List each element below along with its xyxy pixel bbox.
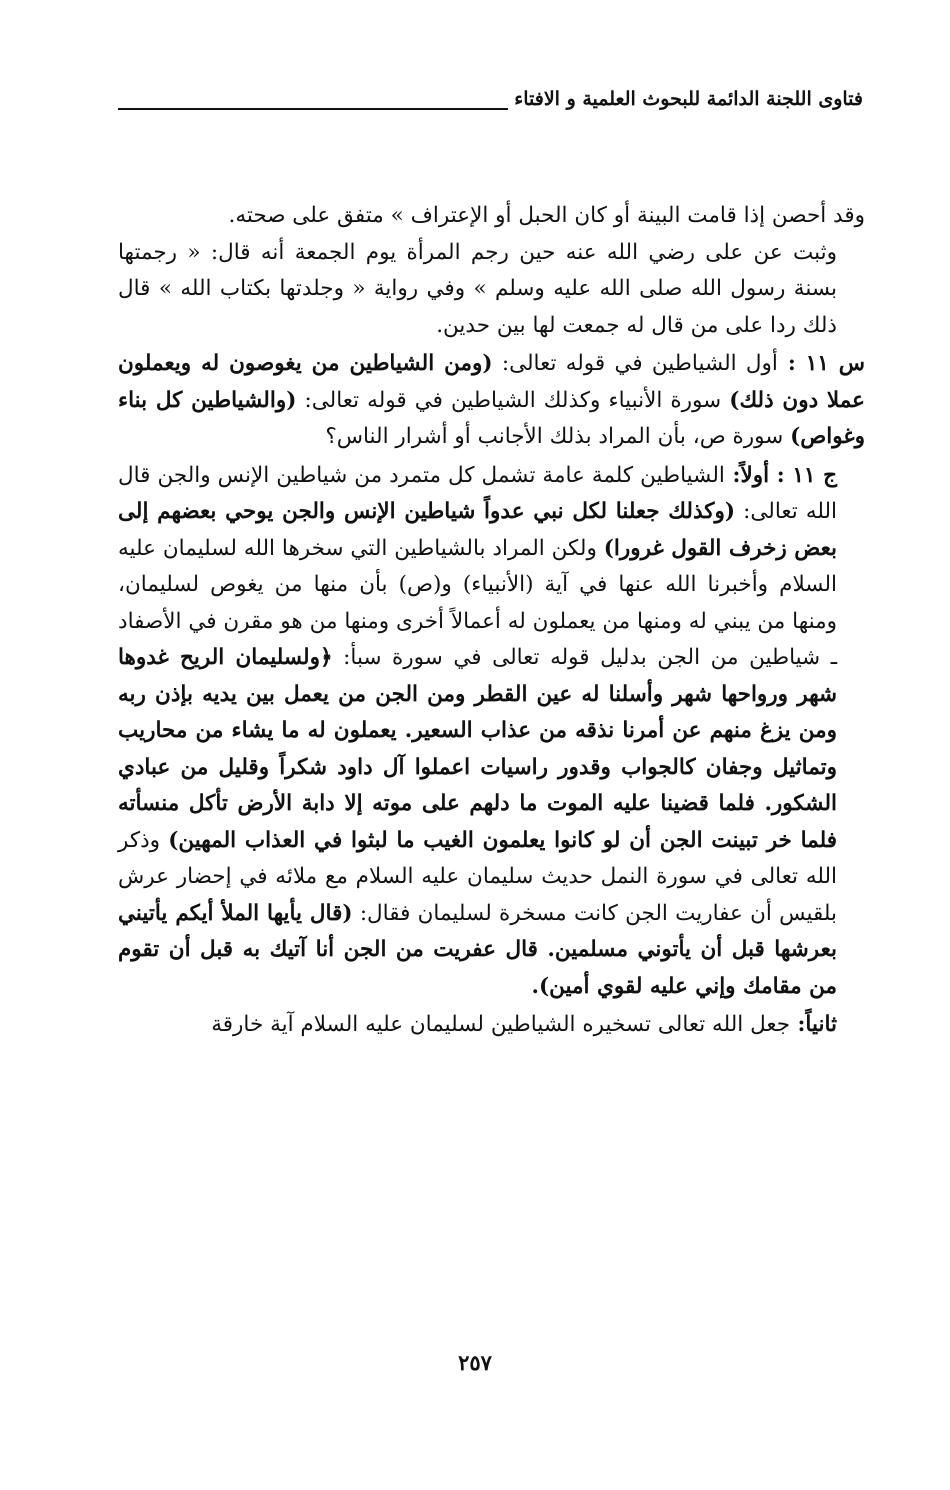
paragraph-second-point bbox=[118, 1007, 865, 1044]
question-text-e: سورة ص، بأن المراد بذلك الأجانب أو أشرار الناس؟ bbox=[325, 424, 791, 449]
header-title: فتاوى اللجنة الدائمة للبحوث العلمية و الافتاء bbox=[508, 86, 863, 112]
quran-quote-naml: (قال يأيها الملأ أيكم يأتيني بعرشها قبل أن يأتوني مسلمين. قال عفريت من الجن أنا آتيك به قبل أن تقوم من مقامك وإني عليه لقوي أمين). bbox=[118, 900, 837, 999]
body-text bbox=[118, 198, 865, 1044]
second-text: جعل الله تعالى تسخيره الشياطين لسليمان عليه السلام آية خارقة bbox=[211, 1012, 791, 1037]
answer-text-a: الشياطين كلمة عامة تشمل كل متمرد من شياطين الإنس والجن قال الله تعالى: bbox=[118, 462, 837, 524]
second-label: ثانياً: bbox=[790, 1012, 837, 1037]
paragraph-ali-narration: وثبت عن على رضي الله عنه حين رجم المرأة يوم الجمعة أنه قال: « رجمتها بسنة رسول الله صلى الله عليه وسلم » وفي رواية « وجلدتها بكتاب الله » قال ذلك ردا على من قال له جمعت لها بين حدين. bbox=[118, 239, 837, 338]
question-text-c: سورة الأنبياء وكذلك الشياطين في قوله تعالى: bbox=[296, 387, 730, 413]
answer-text-c: ولكن المراد بالشياطين التي سخرها الله لسليمان عليه السلام وأخبرنا الله عنها في آية (الأنبياء) و(ص) بأن منها من يغوص لسليمان، ومنها من يبني له ومنها من يعملون له أعمالاً أخرى ومنها من هو مقرن في الأصفاد ـ شياطين من الجن بدليل قوله تعالى في سورة سبأ: bbox=[118, 535, 837, 670]
answer-text-e: وذكر الله تعالى في سورة النمل حديث سليمان عليه السلام مع ملائه في إحضار عرش بلقيس أن عفاريت الجن كانت مسخرة لسليمان فقال: bbox=[118, 827, 837, 926]
running-header bbox=[118, 86, 863, 116]
quran-quote-sad: (والشياطين كل بناء وغواص) bbox=[118, 387, 865, 449]
page-number: ٢٥٧ bbox=[458, 1350, 492, 1375]
paragraph-hadith-end: وقد أحصن إذا قامت البينة أو كان الحبل أو الإعتراف » متفق على صحته. bbox=[228, 203, 865, 228]
question-label: س ١١ : bbox=[777, 351, 865, 376]
answer-label: ج ١١ : أولاً: bbox=[724, 462, 838, 488]
question-text-a: أول الشياطين في قوله تعالى: bbox=[492, 351, 778, 376]
answer-11 bbox=[118, 458, 865, 1006]
quran-quote-saba: ﴿ولسليمان الريح غدوها شهر ورواحها شهر وأسلنا له عين القطر ومن الجن من يعمل بين يديه بإذن ربه ومن يزغ منهم عن أمرنا نذقه من عذاب السعير. يعملون له ما يشاء من محاريب وتماثيل وجفان كالجواب وقدور راسيات اعملوا آل داود شكراً وقليل من عبادي الشكور. فلما قضينا عليه الموت ما دلهم على موته إلا دابة الأرض تأكل منسأته فلما خر تبينت الجن أن لو كانوا يعلمون الغيب ما لبثوا في العذاب المهين) bbox=[118, 645, 838, 853]
quran-quote-anam: (وكذلك جعلنا لكل نبي عدواً شياطين الإنس والجن يوحي بعضهم إلى بعض زخرف القول غرورا) bbox=[118, 499, 837, 561]
question-11 bbox=[118, 346, 865, 456]
quran-quote-anbiya: (ومن الشياطين من يغوصون له ويعملون عملا دون ذلك) bbox=[118, 351, 865, 413]
